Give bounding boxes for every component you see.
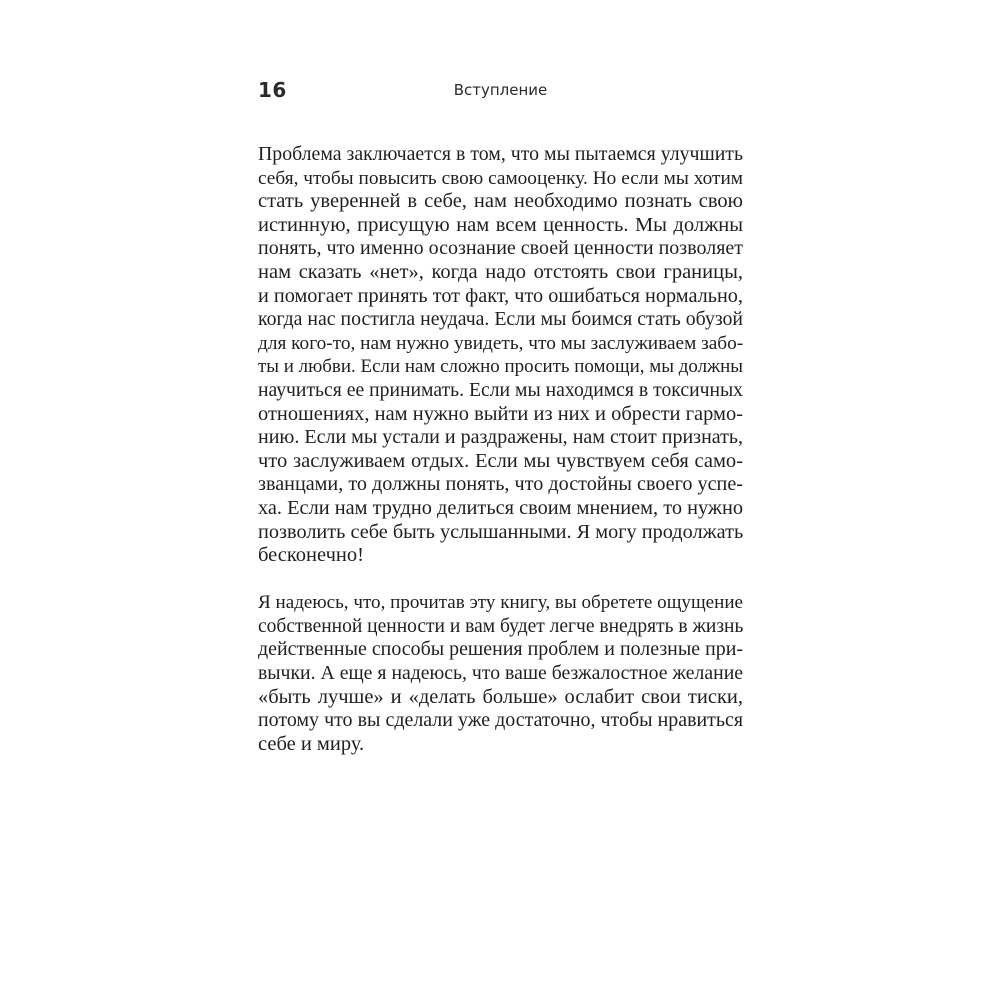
text-line: «быть лучше» и «делать больше» ослабит свои тиски, bbox=[258, 685, 743, 708]
page-number: 16 bbox=[258, 78, 287, 102]
text-line: себе и миру. bbox=[258, 732, 365, 755]
text-line: стать уверенней в себе, нам необходимо познать свою bbox=[258, 190, 743, 213]
text-line: потому что вы сделали уже достаточно, чтобы нравиться bbox=[258, 709, 743, 732]
text-line: истинную, присущую нам всем ценность. Мы должны bbox=[258, 213, 743, 236]
text-line: себя, чтобы повысить свою самооценку. Но если мы хотим bbox=[258, 167, 743, 189]
text-line: собственной ценности и вам будет легче внедрять в жизнь bbox=[258, 615, 744, 637]
running-head bbox=[258, 78, 743, 108]
section-title: Вступление bbox=[453, 81, 548, 99]
text-line: ты и любви. Если нам сложно просить помощи, мы должны bbox=[258, 356, 743, 378]
text-line: что заслуживаем отдых. Если мы чувствуем себя само- bbox=[258, 449, 743, 472]
text-line: вычки. А еще я надеюсь, что ваше безжалостное желание bbox=[258, 662, 743, 685]
paragraph-gap bbox=[258, 568, 743, 592]
text-line: Проблема заключается в том, что мы пытаемся улучшить bbox=[258, 143, 743, 165]
text-line: отношениях, нам нужно выйти из них и обрести гармо- bbox=[258, 402, 743, 425]
text-line: для кого-то, нам нужно увидеть, что мы заслуживаем забо- bbox=[258, 332, 744, 354]
text-line: званцами, то должны понять, что достойны своего успе- bbox=[258, 473, 743, 496]
text-line: понять, что именно осознание своей ценности позволяет bbox=[258, 237, 744, 260]
body-text bbox=[258, 143, 743, 756]
text-line: научиться ее принимать. Если мы находимся в токсичных bbox=[258, 378, 743, 401]
text-line: действенные способы решения проблем и полезные при- bbox=[258, 638, 743, 661]
text-line: нию. Если мы устали и раздражены, нам стоит признать, bbox=[258, 426, 743, 449]
paragraph-2 bbox=[258, 591, 743, 756]
text-line: ха. Если нам трудно делиться своим мнением, то нужно bbox=[258, 496, 743, 519]
text-line: позволить себе быть услышанными. Я могу продолжать bbox=[258, 520, 744, 543]
text-line: Я надеюсь, что, прочитав эту книгу, вы обретете ощущение bbox=[258, 592, 743, 614]
text-line: когда нас постигла неудача. Если мы боимся стать обузой bbox=[258, 308, 743, 331]
paragraph-1 bbox=[258, 143, 743, 568]
text-line: нам сказать «нет», когда надо отстоять свои границы, bbox=[258, 260, 743, 283]
text-line: бесконечно! bbox=[258, 544, 364, 567]
text-line: и помогает принять тот факт, что ошибаться нормально, bbox=[258, 284, 743, 307]
